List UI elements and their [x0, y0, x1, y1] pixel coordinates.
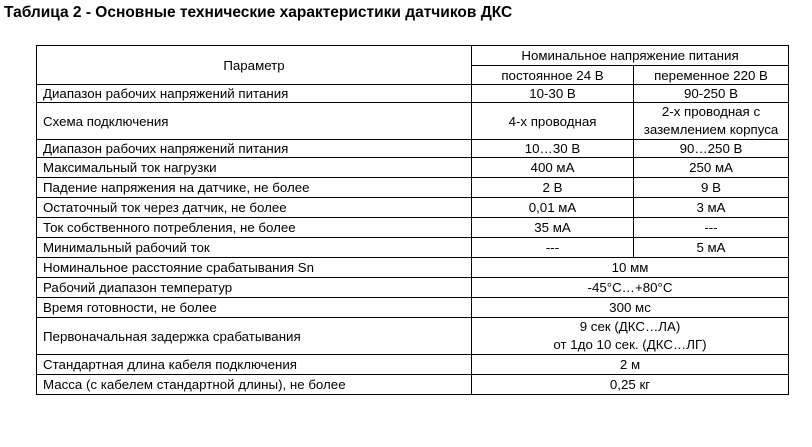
dc-cell: 4-х проводная [472, 103, 634, 140]
table-row [37, 278, 789, 298]
table-row [37, 238, 789, 258]
param-cell: Остаточный ток через датчик, не более [37, 198, 472, 218]
merged-value-cell: -45°C…+80°C [472, 278, 789, 298]
table-row [37, 298, 789, 318]
table-title: Таблица 2 - Основные технические характеристики датчиков ДКС [4, 4, 513, 21]
ac-cell: 90-250 В [634, 85, 789, 103]
param-cell: Падение напряжения на датчике, не более [37, 178, 472, 198]
param-cell: Рабочий диапазон температур [37, 278, 472, 298]
ac-cell: 90…250 В [634, 140, 789, 158]
param-cell: Диапазон рабочих напряжений питания [37, 140, 472, 158]
table-row [37, 85, 789, 103]
table-row [37, 355, 789, 375]
ac-cell: 9 В [634, 178, 789, 198]
param-cell: Время готовности, не более [37, 298, 472, 318]
table-row [37, 178, 789, 198]
table-row [37, 140, 789, 158]
dc-cell: 400 мА [472, 158, 634, 178]
dc-cell: 35 мА [472, 218, 634, 238]
table-row [37, 218, 789, 238]
dc-cell: 10-30 В [472, 85, 634, 103]
spec-table [36, 45, 789, 395]
merged-value-cell [472, 318, 789, 355]
param-cell: Первоначальная задержка срабатывания [37, 318, 472, 355]
ac-cell: 250 мА [634, 158, 789, 178]
param-cell: Схема подключения [37, 103, 472, 140]
table-row [37, 158, 789, 178]
table-row [37, 318, 789, 355]
table-row [37, 375, 789, 395]
header-ac: переменное 220 В [634, 66, 789, 85]
merged-value-cell: 2 м [472, 355, 789, 375]
merged-value-cell: 10 мм [472, 258, 789, 278]
value-line: 9 сек (ДКС…ЛА) [579, 319, 681, 334]
merged-value-cell: 0,25 кг [472, 375, 789, 395]
dc-cell: 0,01 мА [472, 198, 634, 218]
header-param: Параметр [37, 46, 472, 85]
merged-value-cell: 300 мс [472, 298, 789, 318]
param-cell: Максимальный ток нагрузки [37, 158, 472, 178]
header-voltage-group: Номинальное напряжение питания [472, 46, 789, 66]
param-cell: Стандартная длина кабеля подключения [37, 355, 472, 375]
param-cell: Ток собственного потребления, не более [37, 218, 472, 238]
ac-cell: --- [634, 218, 789, 238]
table-row [37, 198, 789, 218]
value-line: от 1до 10 сек. (ДКС…ЛГ) [553, 337, 707, 352]
table-row [37, 103, 789, 140]
param-cell: Диапазон рабочих напряжений питания [37, 85, 472, 103]
dc-cell: --- [472, 238, 634, 258]
param-cell: Номинальное расстояние срабатывания Sn [37, 258, 472, 278]
dc-cell: 10…30 В [472, 140, 634, 158]
ac-cell: 5 мА [634, 238, 789, 258]
ac-cell: 2-х проводная с заземлением корпуса [634, 103, 789, 140]
header-dc: постоянное 24 В [472, 66, 634, 85]
param-cell: Масса (с кабелем стандартной длины), не более [37, 375, 472, 395]
ac-cell: 3 мА [634, 198, 789, 218]
param-cell: Минимальный рабочий ток [37, 238, 472, 258]
header-row-1 [37, 46, 789, 66]
table-row [37, 258, 789, 278]
dc-cell: 2 В [472, 178, 634, 198]
